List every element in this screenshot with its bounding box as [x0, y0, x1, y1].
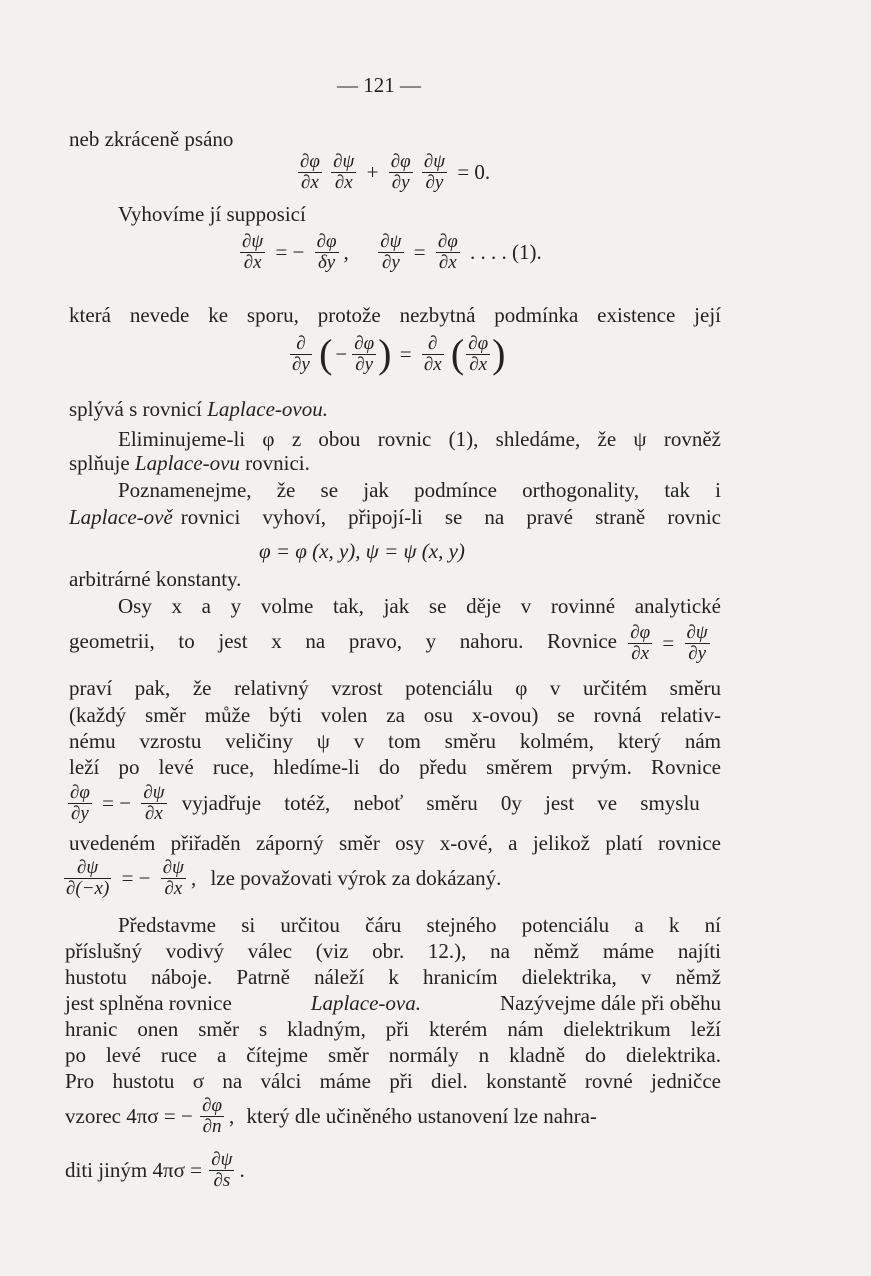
- text-line: která nevede ke sporu, protože nezbytná podmínka existence její: [69, 303, 721, 327]
- equation-orthogonality: $\frac{\partial\varphi}{\partial x}$ $\frac{\partial\psi}{\partial x}$ + $\frac{\partial\varphi}{\partial y}$ $\frac{\partial\psi}{\partial y}$ = 0.: [300, 151, 491, 193]
- text-line: neb zkráceně psáno: [69, 127, 234, 151]
- text-line: uvedeném přiřaděn záporný směr osy x-ové, a jelikož platí rovnice: [69, 831, 721, 855]
- text-line: hranic onen směr s kladným, při kterém nám dielektrikum leží: [65, 1017, 721, 1041]
- equation-laplace: $\frac{\partial}{\partial y}$ ( − $\frac{\partial\varphi}{\partial y}$ ) = $\frac{\partial}{\partial x}$ ( $\frac{\partial\varphi}{\partial x}$ ): [292, 331, 506, 377]
- fraction: $\frac{\partial\psi}{\partial y}$: [423, 151, 446, 193]
- text-line: $\frac{\partial\varphi}{\partial y}$ = − $\frac{\partial\psi}{\partial x}$ vyjadřuje totéž, neboť směru 0y jest ve smyslu: [70, 782, 700, 824]
- text-line: splňuje Laplace-ovu rovnici.: [69, 451, 310, 475]
- text-line: nému vzrostu veličiny ψ v tom směru kolmém, který nám: [69, 729, 721, 753]
- text-line: jest splněna rovnice Laplace-ova. Nazývejme dále při oběhu: [65, 991, 721, 1015]
- text-line: příslušný vodivý válec (viz obr. 12.), na němž máme najíti: [65, 939, 721, 963]
- text-line: Laplace-ově rovnici vyhoví, připojí-li se na pravé straně rovnic: [69, 505, 721, 529]
- fraction: $\frac{\partial\varphi}{\partial y}$: [390, 151, 411, 193]
- text-line: Osy x a y volme tak, jak se děje v rovinné analytické: [118, 594, 721, 618]
- fraction: $\frac{\partial\varphi}{\partial x}$: [300, 151, 320, 193]
- text-line: po levé ruce a čítejme směr normály n kladně do dielektrika.: [65, 1043, 721, 1067]
- text-line: Pro hustotu σ na válci máme při diel. konstantě rovné jedničce: [65, 1069, 721, 1093]
- text-line: (každý směr může býti volen za osu x-ovou) se rovná relativ-: [69, 703, 721, 727]
- text-line: $\frac{\partial\psi}{\partial(-x)}$ = − $\frac{\partial\psi}{\partial x}$ , lze považovati výrok za dokázaný.: [66, 857, 502, 899]
- text-line: diti jiným 4πσ = $\frac{\partial\psi}{\partial s}$ .: [65, 1149, 245, 1191]
- page-number: — 121 —: [337, 73, 421, 97]
- equation-1: $\frac{\partial\psi}{\partial x}$ = − $\frac{\partial\varphi}{\delta y}$ , $\frac{\partial\psi}{\partial y}$ = $\frac{\partial\varphi}{\partial x}$ . . . . (1).: [242, 231, 542, 273]
- text-line: Eliminujeme-li φ z obou rovnic (1), shledáme, že ψ rovněž: [118, 427, 721, 451]
- text-line: vzorec 4πσ = − $\frac{\partial\varphi}{\partial n}$ , který dle učiněného ustanovení lze nahra-: [65, 1095, 597, 1137]
- equation-functions: φ = φ (x, y), ψ = ψ (x, y): [259, 539, 465, 563]
- text-line: arbitrárné konstanty.: [69, 567, 242, 591]
- text-line: geometrii, to jest x na pravo, y nahoru. Rovnice $\frac{\partial\varphi}{\partial x}$ = $\frac{\partial\psi}{\partial y}$: [69, 622, 708, 664]
- fraction: $\frac{\partial\psi}{\partial x}$: [333, 151, 355, 193]
- text-line: splývá s rovnicí Laplace-ovou.: [69, 397, 328, 421]
- text-line: praví pak, že relativný vzrost potenciálu φ v určitém směru: [69, 676, 721, 700]
- text-line: Vyhovíme jí supposicí: [118, 202, 306, 226]
- text-line: hustotu náboje. Patrně náleží k hranicím dielektrika, v němž: [65, 965, 721, 989]
- text-line: Poznamenejme, že se jak podmínce orthogonality, tak i: [118, 478, 721, 502]
- text-line: leží po levé ruce, hledíme-li do předu směrem prvým. Rovnice: [69, 755, 721, 779]
- text-line: Představme si určitou čáru stejného potenciálu a k ní: [118, 913, 721, 937]
